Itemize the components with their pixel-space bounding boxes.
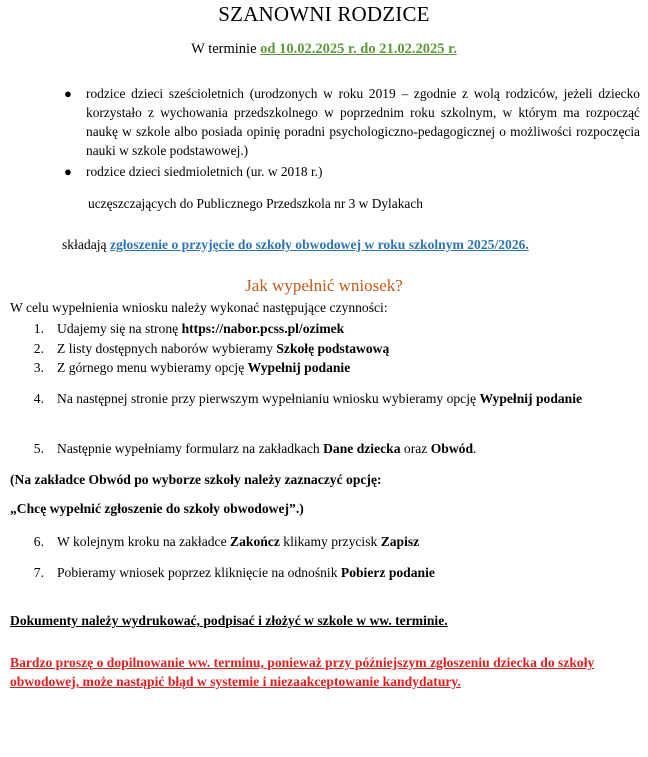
step-text: Z górnego menu wybieramy opcję [57, 360, 248, 375]
bullet-text: rodzice dzieci siedmioletnich (ur. w 2018 r.) [86, 164, 323, 179]
step-bold: Szkołę podstawową [276, 341, 390, 356]
step-number: 4. [33, 391, 44, 406]
warning-note: Bardzo proszę o dopilnowanie ww. terminu, ponieważ przy późniejszym zgłoszeniu dziecka do szkoły obwodowej, może nastąpić błąd w systemie i niezaakceptowanie kandydatury. [10, 655, 595, 689]
deadline-line [0, 41, 648, 58]
step-text: . [473, 441, 477, 456]
step-bold: Zapisz [380, 534, 420, 549]
howto-heading: Jak wypełnić wniosek? [245, 276, 403, 295]
deadline-dates: od 10.02.2025 r. do 21.02.2025 r. [260, 41, 457, 57]
step-bold: Obwód [430, 441, 474, 456]
site-link[interactable]: https://nabor.pcss.pl/ozimek [181, 321, 345, 336]
bullet-text: rodzice dzieci sześcioletnich (urodzonych w roku 2019 – zgodnie z wolą rodziców, jeżeli dziecko korzystało z wychowania przedszkolnego w poprzednim roku szkolnym, w którym ma rozpocząć naukę w szkole albo posiada opinię poradni psychologiczno-pedagogicznej o możliwości rozpoczęcia nauki w szkole podstawowej.) [86, 86, 640, 158]
note-line: „Chcę wypełnić zgłoszenie do szkoły obwodowej”.) [10, 501, 304, 516]
step-number: 7. [33, 565, 44, 580]
submit-line [62, 237, 529, 253]
step-bold: Zakończ [230, 534, 280, 549]
bullet-icon: ● [64, 86, 72, 101]
step-text: klikamy przycisk [279, 534, 381, 549]
step-text: Pobieramy wniosek poprzez kliknięcie na odnośnik [57, 565, 341, 580]
step-text: oraz [400, 441, 431, 456]
documents-note: Dokumenty należy wydrukować, podpisać i złożyć w szkole w ww. terminie. [10, 613, 448, 628]
note-line: (Na zakładce Obwód po wyborze szkoły należy zaznaczyć opcję: [10, 472, 382, 487]
list-item [62, 162, 640, 181]
step-bold: Wypełnij podanie [247, 360, 351, 375]
step-bold: Wypełnij podanie [479, 391, 583, 406]
step-text: Z listy dostępnych naborów wybieramy [57, 341, 277, 356]
step-bold: Pobierz podanie [340, 565, 435, 580]
step-text: W kolejnym kroku na zakładce [57, 534, 231, 549]
eligibility-list [62, 84, 640, 181]
attending-line: uczęszczających do Publicznego Przedszkola nr 3 w Dylakach [88, 196, 423, 211]
step-text: Następnie wypełniamy formularz na zakładkach [57, 441, 324, 456]
step-number: 1. [33, 321, 44, 336]
step-number: 5. [33, 441, 44, 456]
deadline-prefix: W terminie [191, 41, 261, 57]
step-text: Udajemy się na stronę [57, 321, 182, 336]
intro-text: W celu wypełnienia wniosku należy wykonać następujące czynności: [10, 300, 388, 315]
submit-prefix: składają [62, 237, 110, 252]
step-number: 6. [33, 534, 44, 549]
step-number: 3. [33, 360, 44, 375]
step-bold: Dane dziecka [323, 441, 401, 456]
step-text: Na następnej stronie przy pierwszym wypełnianiu wniosku wybieramy opcję [57, 391, 480, 406]
application-link[interactable]: zgłoszenie o przyjęcie do szkoły obwodowej w roku szkolnym 2025/2026. [109, 237, 529, 252]
bullet-icon: ● [64, 164, 72, 179]
page-title: SZANOWNI RODZICE [218, 2, 430, 26]
list-item [62, 84, 640, 160]
step-number: 2. [33, 341, 44, 356]
